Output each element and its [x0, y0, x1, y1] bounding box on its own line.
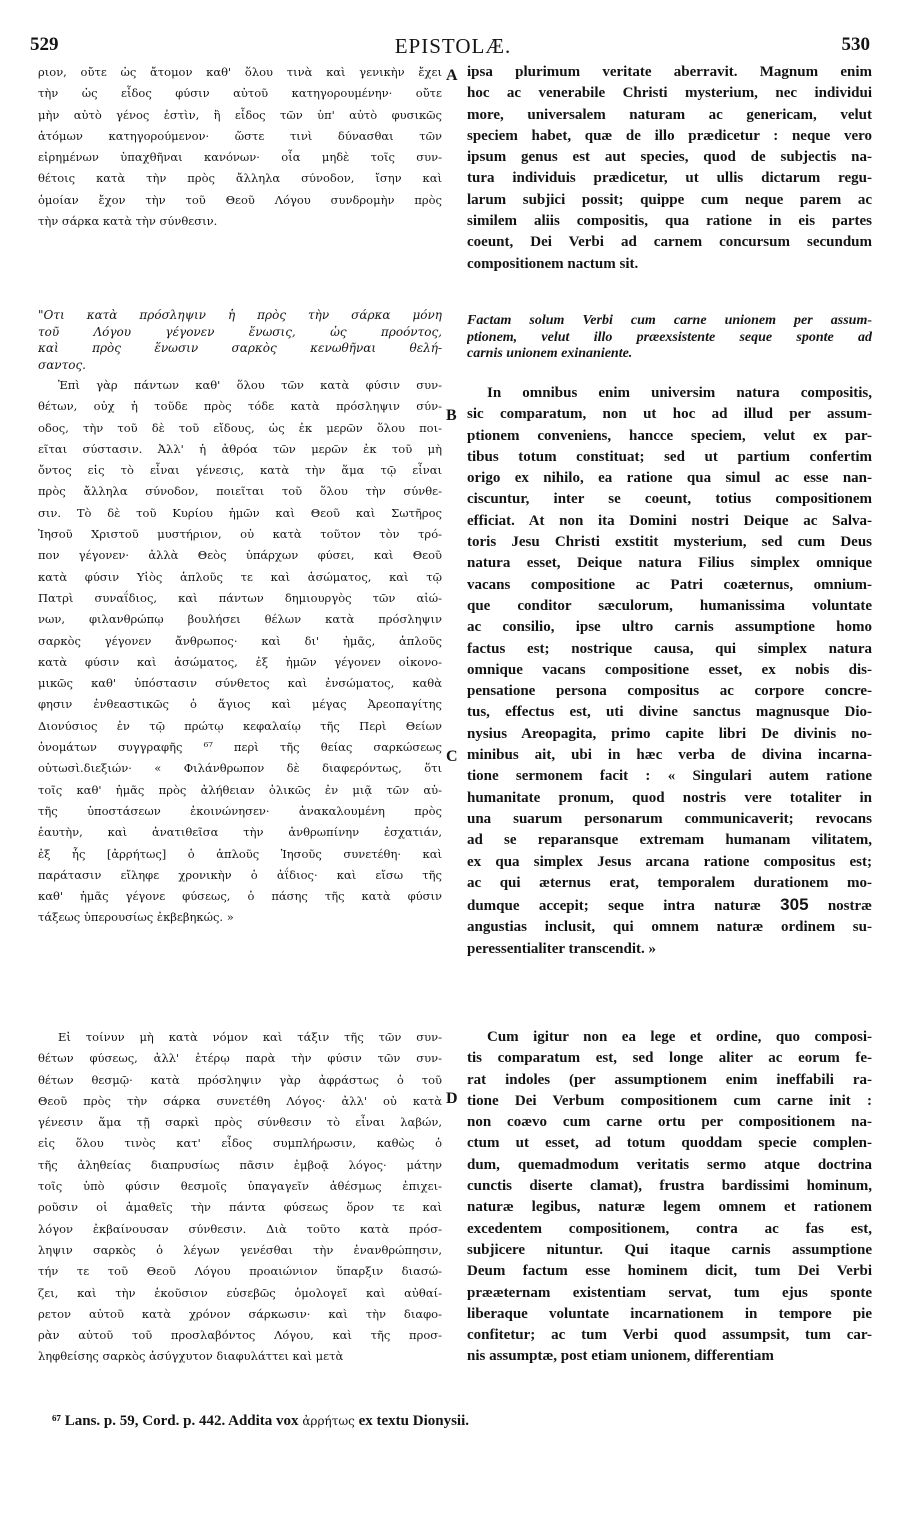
text-line: θέτων, οὐχ ἡ τοῦδε πρὸς τόδε κατὰ πρόσληψιν σύν-	[38, 399, 442, 414]
text-line: nysius Areopagita, primo capite libri De divinis no-	[467, 725, 872, 742]
text-line: una suarum personarum communicaverit; revocans	[467, 810, 872, 827]
text-line: παράτασιν εἴληφε χρονικὴν ὁ ἀΐδιος· καὶ εἴσω τῆς	[38, 867, 442, 882]
text-line: ad se reparansque extremam humanam vilitatem,	[467, 832, 872, 849]
text-line: minibus ait, ubi in hæc verba de divina incarna-	[467, 747, 872, 764]
text-line: In omnibus enim universim natura compositis,	[487, 385, 872, 401]
text-line: prææternam existentiam servat, tum ejus sponte	[467, 1284, 872, 1301]
latin-paragraph-2-lines	[467, 383, 872, 894]
text-line: liberaque voluntate incarnationem in tempore pie	[467, 1305, 872, 1322]
text-line: humanitate pronum, quod nostris vere totaliter in	[467, 789, 872, 806]
text-line: ἑαυτὴν, καὶ ἀνατιθεῖσα τὴν ἀνθρωπίνην ἐσχατιάν,	[38, 825, 442, 840]
text-line: εῖται σύστασιν. Ἀλλ' ἡ ἀθρόα τῶν μερῶν ἐκ τοῦ μὴ	[38, 441, 442, 456]
latin-line-after-number: nostræ	[827, 898, 872, 915]
greek-paragraph-1	[38, 62, 442, 232]
text-line: νων, φιλανθρώπῳ βουλήσει θέλων κατὰ πρόσληψιν	[38, 612, 442, 627]
text-line: τοῖς καθ' ἡμᾶς πρὸς ἀλήθειαν ὁλικῶς ἐν μιᾷ τῶν αὐ-	[38, 782, 442, 797]
text-line: more, universalem naturam ac genericam, velut	[467, 106, 872, 123]
latin-section-title	[467, 313, 872, 363]
text-line: ex qua simplex Jesus arcana ratione compositus est;	[467, 853, 872, 870]
text-line: γένεσιν ἅμα τῇ σαρκὶ πρὸς σύνθεσιν τὸ εἶναι λαβών,	[38, 1115, 442, 1130]
text-line: κατὰ φύσιν Υἱὸς ἁπλοῦς τε καὶ ἀσώματος, καὶ τῷ	[38, 569, 442, 584]
text-line: speciem habet, quæ de illo prædicetur : neque vero	[467, 127, 872, 144]
text-line: nis assumptæ, post etiam unionem, differentiam	[467, 1348, 774, 1365]
latin-line-before-number: dumque accepit; seque intra naturæ	[467, 898, 761, 915]
text-line: ipsum genus est aut species, quod de subjectis na-	[467, 149, 872, 166]
text-line: θέτων φύσεως, ἀλλ' ἑτέρῳ παρὰ τὴν φύσιν τῶν συν-	[38, 1051, 442, 1066]
text-line: τοῦ Λόγου γέγονεν ἕνωσις, ὡς προόντος,	[38, 324, 442, 339]
text-line: Cum igitur non ea lege et ordine, quo composi-	[487, 1029, 872, 1045]
text-line: σαντος.	[38, 357, 86, 372]
text-line: ciscuntur, inter se coeunt, totius compositionem	[467, 491, 872, 508]
text-line: τῆς ἀληθείας διαπρυσίως πᾶσιν ἐμβοᾷ λόγος· μάτην	[38, 1157, 442, 1172]
text-line: θέτων θεσμῷ· κατὰ πρόσληψιν γὰρ ἀφράστως ὁ τοῦ	[38, 1072, 442, 1087]
text-line: sic comparatum, non ut hoc ad illud per assum-	[467, 406, 872, 423]
latin-paragraph-2-end	[467, 917, 872, 960]
text-line: ctum ut esset, ad totum quoddam specie complen-	[467, 1135, 872, 1152]
text-line: τήν τε τοῦ Θεοῦ Λόγου προαιώνιον ὕπαρξιν διασώ-	[38, 1264, 442, 1279]
text-line: compositionem nactum sit.	[467, 255, 639, 272]
text-line: natura esset, Deique natura Filius simplex omnique	[467, 555, 872, 572]
text-line: naturæ legibus, naturæ legem omnem et rationem	[467, 1199, 872, 1216]
text-line: non coævo cum carne ortu per compositionem na-	[467, 1114, 872, 1131]
text-line: Ἰησοῦ Χριστοῦ μυστήριον, οὐ κατὰ τοῦτον τὸν τρό-	[38, 527, 442, 542]
text-line: πον γέγονεν· ἀλλὰ Θεὸς ὑπάρχων φύσει, καὶ Θεοῦ	[38, 548, 442, 563]
text-line: coeunt, Dei Verbi ad carnem concursum secundum	[467, 234, 872, 251]
text-line: λόγον ἐκβαίνουσαν σύνθεσιν. Διὰ τοῦτο κατὰ πρόσ-	[38, 1221, 442, 1236]
column-page-number: 305	[780, 895, 809, 915]
greek-paragraph-3	[38, 1027, 442, 1368]
text-line: tione sermonem facit : « Singulari autem ratione	[467, 768, 872, 785]
text-line: dum, quemadmodum veritatis sermo atque doctrina	[467, 1156, 872, 1173]
text-line: tura individuis prædicetur, ut ullis dictarum regu-	[467, 170, 872, 187]
text-line: Deum factum esse hominem dicit, tum Dei Verbi	[467, 1263, 872, 1280]
text-line: tibus totum constituat; sed ut partium confertim	[467, 448, 872, 465]
text-line: vacans compositione ac Patri coæternus, omnium-	[467, 576, 872, 593]
footnote-text-after: ex textu Dionysii.	[358, 1413, 470, 1429]
text-line: ac consilio, ipse ultro carnis assumptione homo	[467, 619, 872, 636]
text-line: τάξεως ὑπερουσίως ἐκβεβηκώς. »	[38, 910, 234, 925]
margin-marker-c: C	[446, 748, 458, 765]
latin-paragraph-2	[467, 383, 872, 960]
text-line: rat indoles (per assumptionem enim ineffabili ra-	[467, 1071, 872, 1088]
footnote-greek-word: ἀρρήτως	[302, 1414, 355, 1428]
text-line: οὑτωσὶ.διεξιών· « Φιλάνθρωπον δὲ διαφερόντως, ὅτι	[38, 761, 442, 776]
text-line: Factam solum Verbi cum carne unionem per assum-	[467, 313, 872, 328]
text-line: carnis unionem exinaniente.	[467, 346, 633, 361]
text-line: efficiat. At non ita Domini nostri Deique ac Salva-	[467, 512, 872, 529]
text-line: que conditor sæculorum, humanissima voluntate	[467, 597, 872, 614]
text-line: τὴν ὡς εἶδος φύσιν αὐτοῦ κατηγορουμένην· οὔτε	[38, 86, 442, 101]
text-line: origo ex nihilo, ea ratione qua simul ac esse nan-	[467, 470, 872, 487]
text-line: Ἐπὶ γὰρ πάντων καθ' ὅλου τῶν κατὰ φύσιν συν-	[58, 378, 442, 392]
text-line: ptionem, velut illo præexsistente seque sponte ad	[467, 329, 872, 345]
margin-marker-b: B	[446, 407, 457, 424]
text-line: factus est; nostrique causa, qui simplex natura	[467, 640, 872, 657]
margin-marker-a: A	[446, 67, 458, 84]
text-line: ληφθείσης σαρκὸς ἀσύγχυτον διαφυλάττει καὶ μετὰ	[38, 1349, 344, 1364]
text-line: tione Dei Verbum compositionem cum carne init :	[467, 1092, 872, 1109]
latin-line-with-column-number	[467, 894, 872, 917]
text-line: εἰρημένων ὑπαχθῆναι κανόνων· οἷα μηδὲ τοῖς συν-	[38, 150, 442, 165]
text-line: ζει, καὶ τὴν ἑκοῦσιον εὐσεβῶς ὁμολογεῖ καὶ αὐθαί-	[38, 1285, 442, 1300]
text-line: toris Jesu Christi exstitit mysterium, sed cum Deus	[467, 534, 872, 551]
page-number-left: 529	[30, 34, 59, 55]
text-line: ptionem conveniens, hancce speciem, velut ex par-	[467, 427, 872, 444]
text-line: ἀτόμων κατηγορούμενον· ὥστε τινὶ δύνασθαι τῶν	[38, 128, 442, 143]
text-line: tis comparatum est, sed longe aliter ac eorum fe-	[467, 1050, 872, 1067]
text-line: ριον, οὔτε ὡς ἄτομον καθ' ὅλου τινὰ καὶ γενικὴν ἔχει	[38, 65, 442, 79]
text-line: μὴν αὐτὸ γένος ἐστὶν, ἢ εἶδος τῶν ὑπ' αὐτὸ φυσικῶς	[38, 107, 442, 122]
running-title: EPISTOLÆ.	[394, 34, 512, 58]
greek-paragraph-2	[38, 375, 442, 929]
text-line: τὴν σάρκα κατὰ τὴν σύνθεσιν.	[38, 214, 218, 229]
latin-paragraph-3	[467, 1027, 872, 1368]
text-line: cunctis diserte clamat), frustra bardissimi hominum,	[467, 1178, 872, 1195]
text-line: ὁμοίαν ἔχον τὴν τοῦ Θεοῦ Λόγου συνδρομὴν πρὸς	[38, 192, 442, 207]
text-line: similem aliis compositis, qua ratione in eis partes	[467, 213, 872, 230]
text-line: tus, effectus est, uti divine sanctus magnusque Dio-	[467, 704, 872, 721]
greek-section-title	[38, 307, 442, 373]
text-line: φησιν ἐνθεαστικῶς ὁ ἅγιος καὶ μέγας Ἀρεοπαγίτης	[38, 697, 442, 712]
text-line: omnique vacans compositione esset, ex nobis dis-	[467, 661, 872, 678]
running-header	[0, 34, 906, 62]
text-line: "Οτι κατὰ πρόσληψιν ἡ πρὸς τὴν σάρκα μόνη	[38, 308, 442, 322]
text-line: excedentem compositionem, contra ac fas est,	[467, 1220, 872, 1237]
text-line: θέτοις κατὰ τὴν πρὸς ἄλληλα σύνοδον, ἴσην καὶ	[38, 171, 442, 186]
footnote	[52, 1413, 469, 1430]
footnote-text-before: ⁶⁷ Lans. p. 59, Cord. p. 442. Addita vox	[52, 1413, 299, 1429]
text-line: καθ' ἡμᾶς γέγονε φύσεως, ὁ πάσης τῆς κατὰ φύσιν	[38, 889, 442, 904]
text-line: ac qui æternus erat, temporalem durationem mo-	[467, 874, 872, 891]
text-line: pensatione persona compositus ac corpore concre-	[467, 683, 872, 700]
text-line: ρὰν αὐτοῦ τοῦ προσλαβόντος Λόγου, καὶ τῆς προσ-	[38, 1328, 442, 1343]
text-line: Εἰ τοίνυν μὴ κατὰ νόμον καὶ τάξιν τῆς τῶν συν-	[58, 1030, 442, 1044]
text-line: confitetur; ac tum Verbi quod assumpsit, tum car-	[467, 1327, 872, 1344]
text-line: ἐξ ἧς [ἀρρήτως] ὁ ἁπλοῦς Ἰησοῦς συνετέθη· καὶ	[38, 846, 442, 861]
text-line: εἰς ὅλου τινὸς κατ' εἶδος συμπλήρωσιν, καθὼς ὁ	[38, 1136, 442, 1151]
text-line: σαρκὸς γέγονεν ἄνθρωπος· καὶ δι' ἡμᾶς, ἁπλοῦς	[38, 633, 442, 648]
text-line: ληψιν σαρκὸς ὁ λέγων γενέσθαι τὴν ἐνανθρώπησιν,	[38, 1242, 442, 1257]
text-line: Πατρὶ συναΐδιος, καὶ πάντων δημιουργὸς τῶν αἰώ-	[38, 590, 442, 605]
latin-paragraph-1	[467, 62, 872, 275]
text-line: Θεοῦ πρὸς τὴν σάρκα συνετέθη Λόγος· ἀλλ' οὐ κατὰ	[38, 1093, 442, 1108]
text-line: τῆς ὑποστάσεων ἐκοινώνησεν· ἀνακαλουμένη πρὸς	[38, 803, 442, 818]
text-line: subjicere nituntur. Qui itaque carnis assumptione	[467, 1241, 872, 1258]
text-line: ὄντος εἰς τὸ εἶναι γένεσις, κατὰ τὴν ἅμα τῷ εἶναι	[38, 463, 442, 478]
text-line: πρὸς ἄλληλα σύνοδον, ποιεῖται τοῦ ὅλου τὴν σύνθε-	[38, 484, 442, 499]
text-line: ρετον αὐτοῦ κατὰ χρόνον σάρκωσιν· καὶ τὴν διαφο-	[38, 1306, 442, 1321]
text-line: larum subjici possit; quippe cum neque parem ac	[467, 191, 872, 208]
text-line: κατὰ φύσιν καὶ ἀσώματος, ἐξ ἡμῶν γέγονεν οἰκονο-	[38, 654, 442, 669]
page-number-right: 530	[841, 34, 870, 55]
text-line: σιν. Τὸ δὲ τοῦ Κυρίου ἡμῶν καὶ Θεοῦ καὶ Σωτῆρος	[38, 505, 442, 520]
text-line: μικῶς καθ' ὑπόστασιν σύνθετος καὶ ἐνσώματος, καθὰ	[38, 676, 442, 691]
margin-marker-d: D	[446, 1090, 458, 1107]
text-line: ροῦσιν οἱ ἀμαθεῖς τὴν πάντα φύσεως ὅρον τε καὶ	[38, 1200, 442, 1215]
text-line: peressentialiter transcendit. »	[467, 940, 657, 957]
text-line: τοῖς ὑπὸ φύσιν θεσμοῖς ὑπαγαγεῖν ἀθέσμως ἐπιχει-	[38, 1179, 442, 1194]
text-line: καὶ πρὸς ἕνωσιν σαρκὸς κενωθῆναι θελή-	[38, 341, 442, 355]
text-line: ipsa plurimum veritate aberravit. Magnum enim	[467, 64, 872, 80]
text-line: ὀνομάτων συγγραφῆς ⁶⁷ περὶ τῆς θείας σαρκώσεως	[38, 740, 442, 755]
text-line: Διονύσιος ἐν τῷ πρώτῳ κεφαλαίῳ τῆς Περὶ Θείων	[38, 718, 442, 733]
text-line: angustias inclusit, qui omnem naturæ ordinem su-	[467, 919, 872, 936]
text-line: οδος, τὴν τοῦ δὲ τοῦ εἴδους, ὡς ἐκ μερῶν ὅλου ποι-	[38, 420, 442, 435]
text-line: hoc ac venerabile Christi mysterium, nec individui	[467, 85, 872, 102]
